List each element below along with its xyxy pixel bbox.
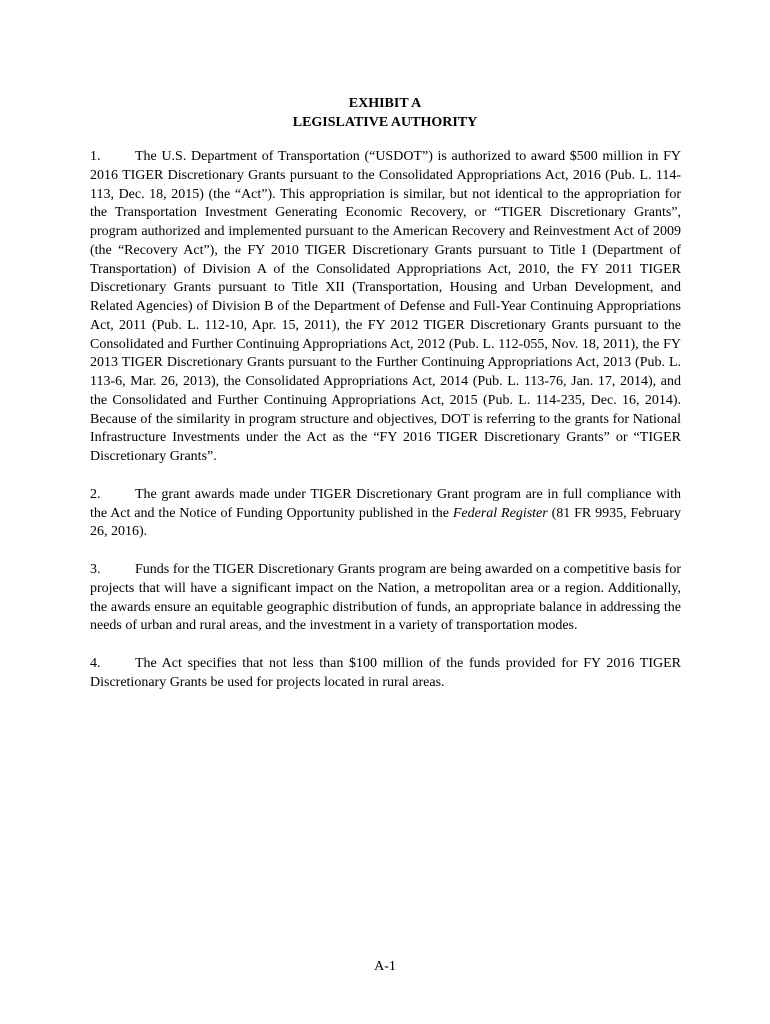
paragraph-text-tail: (81 FR 9935, February 26, 2016). xyxy=(90,505,681,540)
paragraph-text: The U.S. Department of Transportation (“USDOT”) is authorized to award $500 million in FY 2016 TIGER Discretionary Grants pursuant to the Consolidated Appropriations Act, 2016 (Pub. L. 114-113, Dec. 18, 2015) (the “Act”). This appropriation is similar, but not identical to the appropriation for the Transportation Investment Generating Economic Recovery, or “TIGER Discretionary Grants”, program authorized and implemented pursuant to the American Recovery and Reinvestment Act of 2009 (the “Recovery Act”), the FY 2010 TIGER Discretionary Grants pursuant to Title I (Department of Transportation) of Division A of the Consolidated Appropriations Act, 2010, the FY 2011 TIGER Discretionary Grants pursuant to Title XII (Transportation, Housing and Urban Development, and Related Agencies) of Division B of the Department of Defense and Full-Year Continuing Appropriations Act, 2011 (Pub. L. 112-10, Apr. 15, 2011), the FY 2012 TIGER Discretionary Grants pursuant to the Consolidated and Further Continuing Appropriations Act, 2012 (Pub. L. 112-055, Nov. 18, 2011), the FY 2013 TIGER Discretionary Grants pursuant to the Further Continuing Appropriations Act, 2013 (Pub. L. 113-6, Mar. 26, 2013), the Consolidated Appropriations Act, 2014 (Pub. L. 113-76, Jan. 17, 2014), and the Consolidated and Further Continuing Appropriations Act, 2015 (Pub. L. 114-235, Dec. 16, 2014). Because of the similarity in program structure and objectives, DOT is referring to the grants for National Infrastructure Investments under the Act as the “FY 2016 TIGER Discretionary Grants” or “TIGER Discretionary Grants”. xyxy=(90,149,681,464)
page-number: A-1 xyxy=(374,959,396,974)
paragraph-text: Funds for the TIGER Discretionary Grants program are being awarded on a competitive basis for projects that will have a significant impact on the Nation, a metropolitan area or a region. Additionally, the awards ensure an equitable geographic distribution of funds, an appropriate balance in addressing the needs of urban and rural areas, and the investment in a variety of transportation modes. xyxy=(90,562,681,634)
paragraph-text: The Act specifies that not less than $100 million of the funds provided for FY 2016 TIGER Discretionary Grants be used for projects located in rural areas. xyxy=(90,656,681,690)
paragraph-number: 3. xyxy=(90,562,101,577)
paragraph-number: 4. xyxy=(90,656,101,671)
paragraph-2 xyxy=(90,486,681,542)
paragraph-4 xyxy=(90,655,681,693)
paragraph-text: The grant awards made under TIGER Discretionary Grant program are in full compliance with the Act and the Notice of Funding Opportunity published in the xyxy=(90,486,681,521)
federal-register-citation: Federal Register xyxy=(452,505,548,521)
paragraph-1 xyxy=(90,148,681,467)
document-body xyxy=(90,148,681,712)
exhibit-subtitle: LEGISLATIVE AUTHORITY xyxy=(292,115,478,130)
paragraph-number: 2. xyxy=(90,486,101,502)
paragraph-3 xyxy=(90,561,681,636)
paragraph-number: 1. xyxy=(90,149,101,164)
exhibit-title: EXHIBIT A xyxy=(348,96,422,111)
